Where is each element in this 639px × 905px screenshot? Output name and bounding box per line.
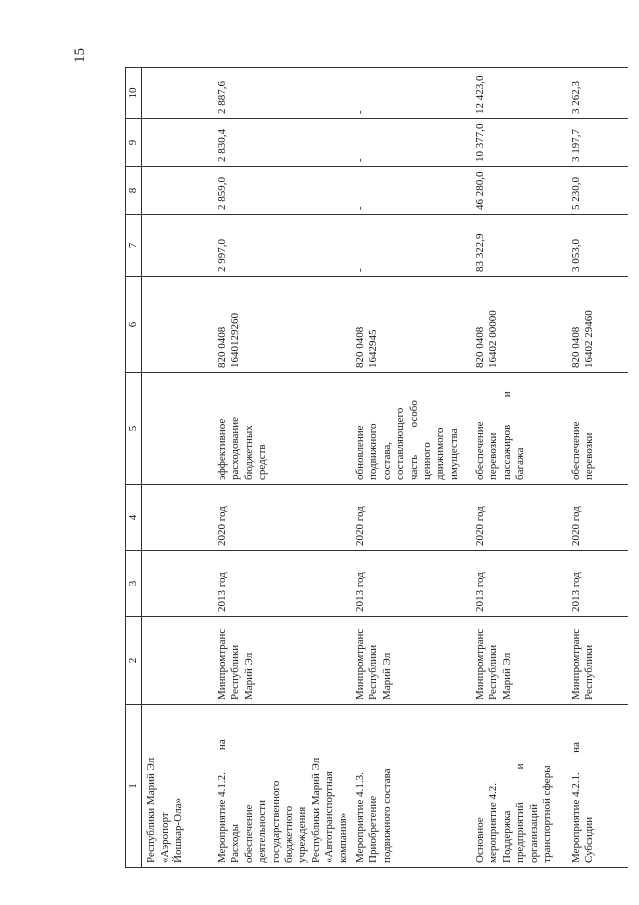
- cell-line: Республики: [367, 644, 380, 700]
- column-header-7: 7: [126, 215, 142, 277]
- cell-col-1: [352, 705, 472, 868]
- cell-col-4: 2020 год: [352, 485, 472, 551]
- cell-line: бюджетных: [242, 425, 255, 480]
- cell-line: Республики: [229, 644, 242, 700]
- cell-line: Республики: [487, 644, 500, 700]
- cell-col-3: 2013 год: [352, 551, 472, 617]
- cell-col-6: [214, 277, 352, 373]
- column-header-9: 9: [126, 119, 142, 167]
- cell-line: Основное: [473, 817, 486, 863]
- program-table: [125, 67, 628, 868]
- cell-col-10: 3 262,3: [568, 68, 628, 119]
- cell-col-5: [472, 373, 568, 485]
- cell-col-7: 3 053,0: [568, 215, 628, 277]
- cell-line: имущества: [447, 428, 460, 480]
- cell-line: 820 0408: [473, 326, 486, 368]
- column-header-1: 1: [126, 705, 142, 868]
- table-row: [142, 68, 214, 868]
- column-header-3: 3: [126, 551, 142, 617]
- cell-line: Минпромтранс: [215, 628, 228, 700]
- table-row: [568, 68, 628, 868]
- cell-line: движимого: [434, 427, 447, 480]
- cell-line: часть особо: [407, 400, 420, 480]
- intro-cell: [142, 705, 214, 868]
- cell-line: Марий Эл: [500, 652, 513, 700]
- cell-col-2: [352, 617, 472, 705]
- column-header-2: 2: [126, 617, 142, 705]
- cell-line: Приобретение: [367, 795, 380, 863]
- table-body: [142, 68, 628, 868]
- cell-col-8: 5 230,0: [568, 167, 628, 215]
- cell-line: «Автотранспортная: [323, 771, 336, 863]
- cell-line: обновление: [353, 425, 366, 480]
- cell-line: состава,: [380, 441, 393, 480]
- cell-col-2: [568, 617, 628, 705]
- cell-col-6: [568, 277, 628, 373]
- cell-col-8: -: [352, 167, 472, 215]
- cell-col-1: [214, 705, 352, 868]
- cell-col-10: -: [352, 68, 472, 119]
- column-header-4: 4: [126, 485, 142, 551]
- cell-col-8: 2 859,0: [214, 167, 352, 215]
- cell-col-9: 3 197,7: [568, 119, 628, 167]
- cell-line: деятельности: [256, 800, 269, 863]
- cell-col-1: [472, 705, 568, 868]
- column-header-10: 10: [126, 68, 142, 119]
- cell-line: предприятий и: [514, 763, 527, 863]
- cell-col-7: -: [352, 215, 472, 277]
- cell-line: подвижного: [367, 423, 380, 480]
- cell-line: расходование: [229, 416, 242, 480]
- cell-col-2: [214, 617, 352, 705]
- table-row: [472, 68, 568, 868]
- cell-line: организаций: [527, 803, 540, 863]
- cell-line: Мероприятие 4.2.1. на: [569, 742, 582, 863]
- cell-col-5: [568, 373, 628, 485]
- cell-col-5: [352, 373, 472, 485]
- cell-line: Мероприятие 4.1.3.: [353, 772, 366, 863]
- cell-line: Расходы: [229, 824, 242, 863]
- cell-line: компания»: [336, 812, 349, 863]
- cell-line: Субсидии: [583, 816, 596, 863]
- cell-line: эффективное: [215, 418, 228, 480]
- cell-col-9: 2 830,4: [214, 119, 352, 167]
- cell-col-3: 2013 год: [568, 551, 628, 617]
- cell-col-6: [472, 277, 568, 373]
- column-header-8: 8: [126, 167, 142, 215]
- cell-line: мероприятие 4.2.: [487, 782, 500, 863]
- cell-line: «Аэропорт: [158, 812, 171, 863]
- cell-line: Марий Эл: [380, 652, 393, 700]
- cell-line: пассажиров и: [500, 391, 513, 480]
- cell-line: обеспечение: [242, 804, 255, 863]
- cell-line: бюджетного: [282, 805, 295, 863]
- cell-col-6: [352, 277, 472, 373]
- cell-line: 16402 00000: [487, 310, 500, 368]
- table-row: [352, 68, 472, 868]
- cell-col-3: 2013 год: [472, 551, 568, 617]
- column-header-5: 5: [126, 373, 142, 485]
- cell-line: Минпромтранс: [353, 628, 366, 700]
- cell-line: перевозки: [583, 432, 596, 480]
- cell-col-4: 2020 год: [214, 485, 352, 551]
- cell-line: учреждения: [296, 806, 309, 863]
- cell-col-9: 10 377,0: [472, 119, 568, 167]
- cell-line: 820 0408: [215, 326, 228, 368]
- cell-line: Марий Эл: [242, 652, 255, 700]
- cell-line: перевозки: [487, 432, 500, 480]
- cell-line: транспортной сферы: [541, 765, 553, 863]
- header-row: [126, 68, 142, 868]
- column-header-6: 6: [126, 277, 142, 373]
- cell-line: Республики: [583, 644, 596, 700]
- cell-col-8: 46 280,0: [472, 167, 568, 215]
- cell-col-10: 2 887,6: [214, 68, 352, 119]
- cell-col-7: 2 997,0: [214, 215, 352, 277]
- cell-line: составляющего: [394, 407, 407, 480]
- cell-line: Минпромтранс: [473, 628, 486, 700]
- page-number: 15: [72, 48, 88, 63]
- cell-line: Республики Марий Эл: [145, 757, 158, 863]
- cell-col-4: 2020 год: [568, 485, 628, 551]
- cell-col-10: 12 423,0: [472, 68, 568, 119]
- cell-col-3: 2013 год: [214, 551, 352, 617]
- cell-line: ценного: [421, 442, 433, 480]
- cell-line: 820 0408: [353, 326, 366, 368]
- cell-line: Минпромтранс: [569, 628, 582, 700]
- cell-line: 820 0408: [569, 326, 582, 368]
- cell-col-7: 83 322,9: [472, 215, 568, 277]
- rotated-table-container: [125, 68, 620, 868]
- cell-line: государственного: [269, 780, 282, 863]
- cell-line: Йошкар-Ола»: [172, 798, 185, 863]
- cell-line: подвижного состава: [380, 768, 393, 863]
- cell-line: 1640129260: [229, 313, 242, 368]
- cell-col-4: 2020 год: [472, 485, 568, 551]
- cell-line: 16402 29460: [583, 310, 596, 368]
- cell-line: обеспечение: [473, 421, 486, 480]
- cell-line: 1642945: [367, 329, 380, 368]
- cell-col-9: -: [352, 119, 472, 167]
- cell-col-5: [214, 373, 352, 485]
- cell-line: багажа: [514, 447, 527, 480]
- table-row: [214, 68, 352, 868]
- cell-line: Поддержка: [500, 810, 513, 863]
- cell-line: Республики Марий Эл: [309, 757, 322, 863]
- cell-line: Мероприятие 4.1.2. на: [215, 739, 228, 863]
- cell-line: обеспечение: [569, 421, 582, 480]
- cell-col-2: [472, 617, 568, 705]
- cell-col-1: [568, 705, 628, 868]
- cell-line: средств: [256, 444, 269, 480]
